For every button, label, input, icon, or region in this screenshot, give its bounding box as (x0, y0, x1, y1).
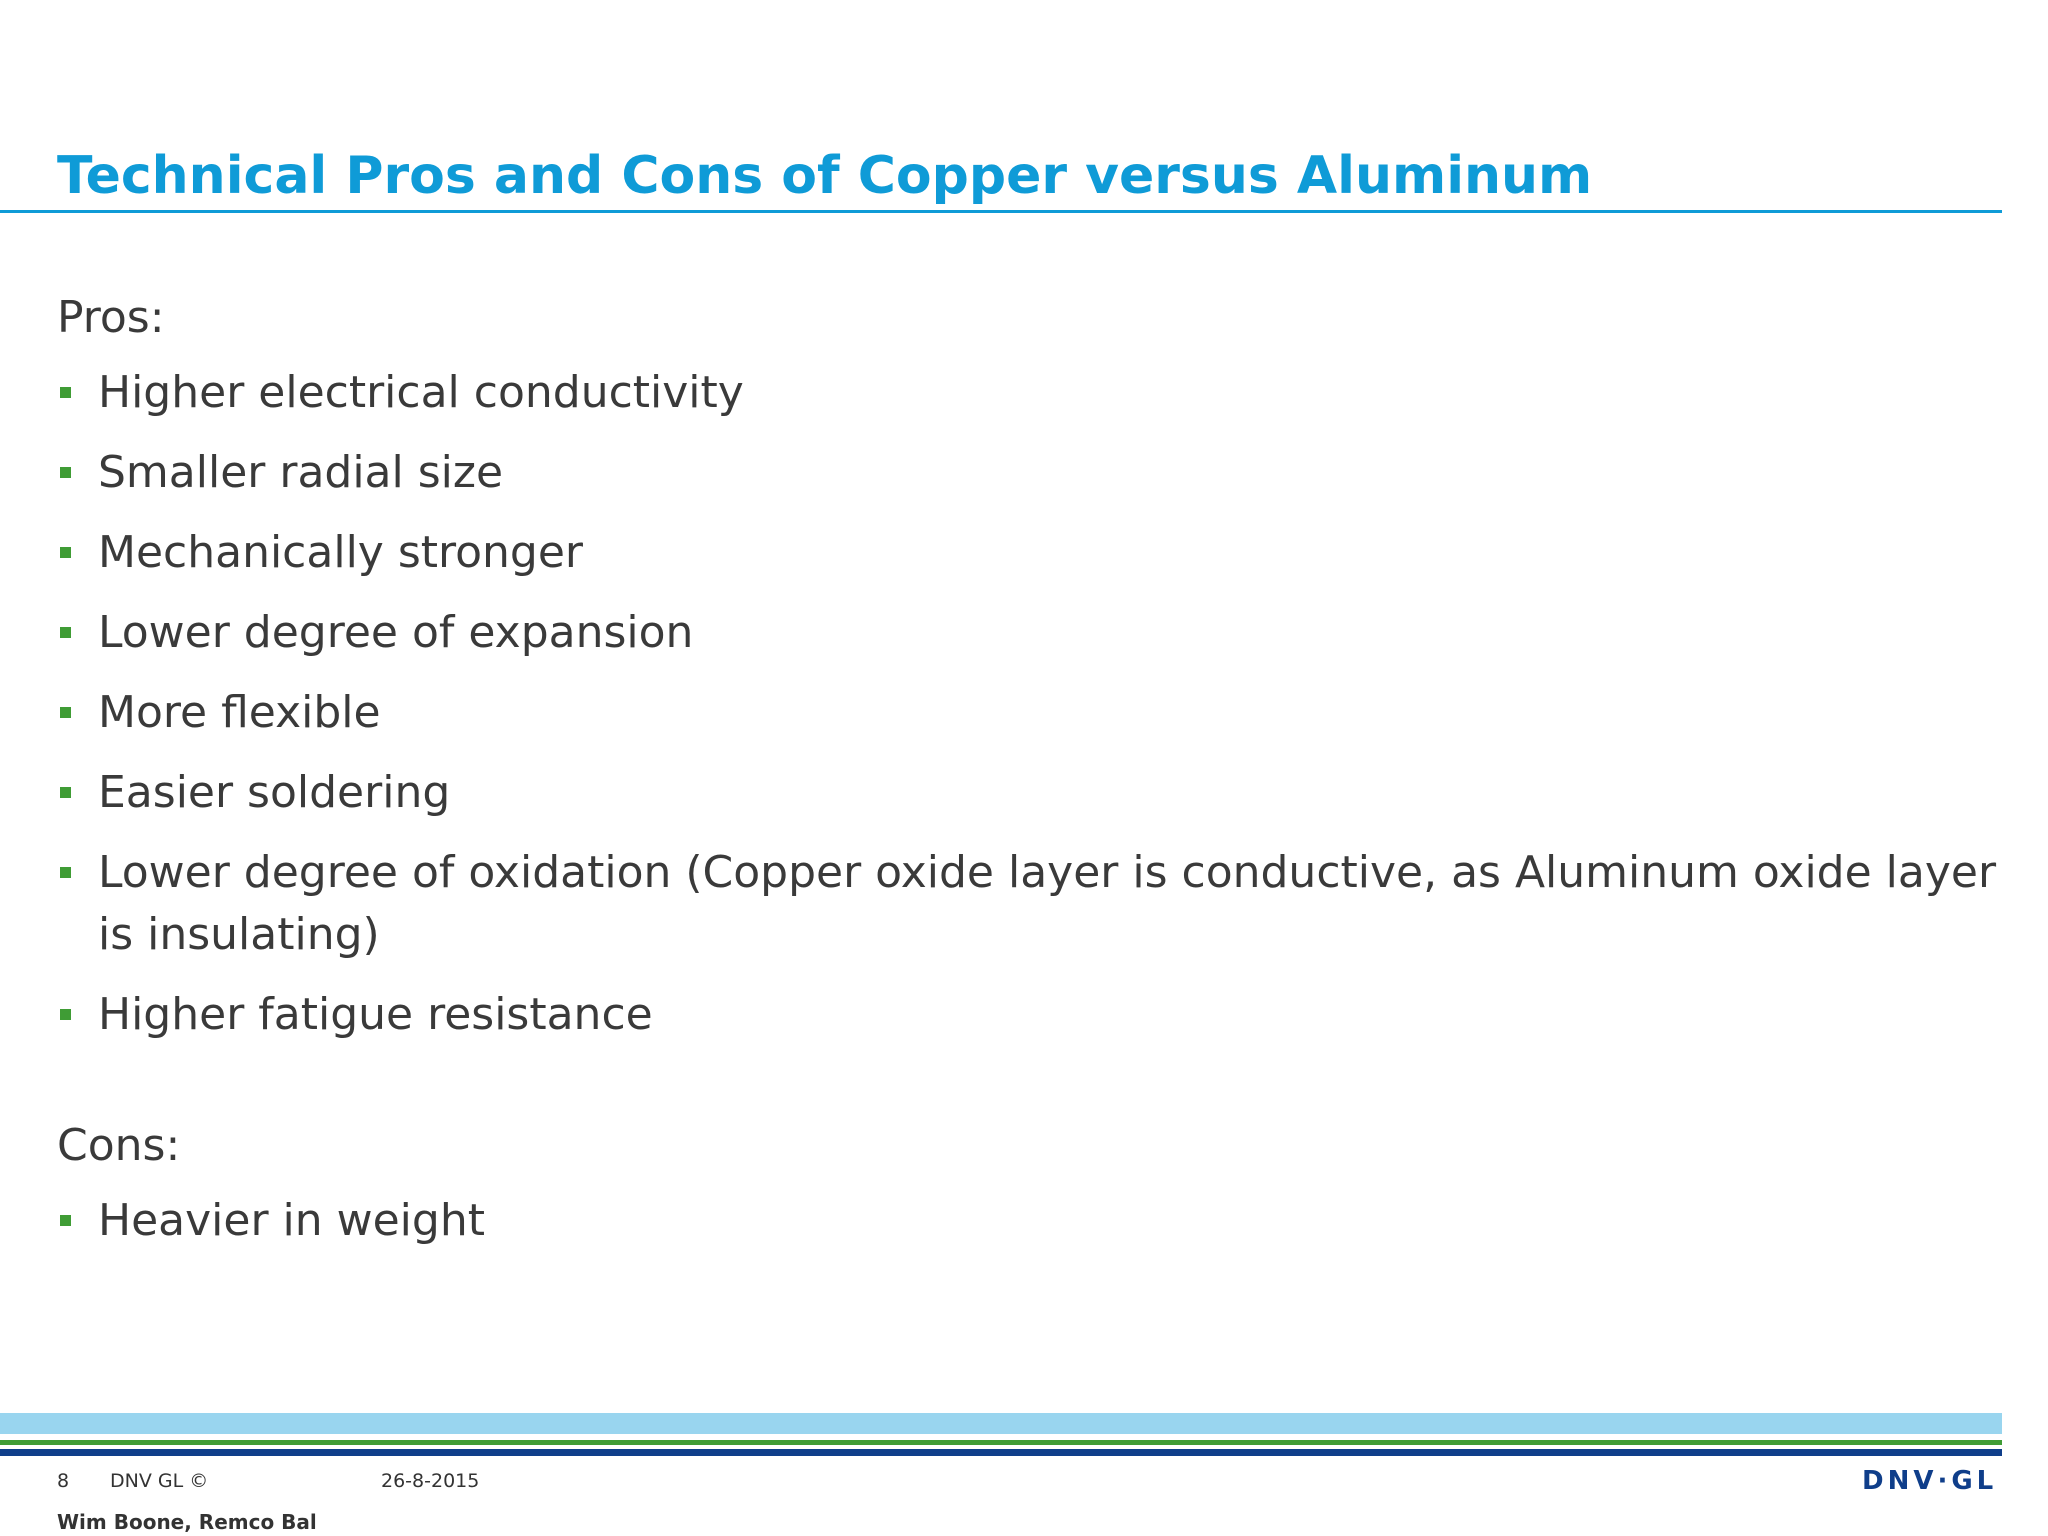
pros-item-text: Easier soldering (98, 767, 451, 818)
page-number: 8 (57, 1470, 70, 1492)
cons-list (57, 1190, 1997, 1252)
pros-item-text: Higher fatigue resistance (98, 989, 653, 1040)
pros-item-text: Lower degree of expansion (98, 607, 694, 658)
pros-item (57, 842, 1997, 966)
slide-content (57, 282, 1997, 1270)
pros-item-text: More flexible (98, 687, 381, 738)
footer-green-line (0, 1440, 2002, 1445)
footer-navy-line (0, 1449, 2002, 1456)
pros-item (57, 762, 1997, 824)
cons-item-text: Heavier in weight (98, 1195, 485, 1246)
pros-item (57, 602, 1997, 664)
square-bullet-icon (60, 627, 71, 638)
dnv-gl-logo: DNV·GL (1862, 1466, 1998, 1496)
slide-title: Technical Pros and Cons of Copper versus Aluminum (57, 146, 1593, 206)
pros-heading: Pros: (57, 292, 165, 343)
footer-light-blue-band (0, 1413, 2002, 1434)
pros-item (57, 522, 1997, 584)
square-bullet-icon (60, 1009, 71, 1020)
title-divider (0, 210, 2002, 213)
square-bullet-icon (60, 867, 71, 878)
pros-item-text: Higher electrical conductivity (98, 367, 744, 418)
pros-item (57, 362, 1997, 424)
pros-item-text: Smaller radial size (98, 447, 504, 498)
authors: Wim Boone, Remco Bal (57, 1510, 317, 1534)
square-bullet-icon (60, 787, 71, 798)
footer-date: 26-8-2015 (381, 1470, 480, 1492)
pros-item (57, 984, 1997, 1046)
square-bullet-icon (60, 387, 71, 398)
cons-heading: Cons: (57, 1120, 181, 1171)
square-bullet-icon (60, 547, 71, 558)
square-bullet-icon (60, 707, 71, 718)
square-bullet-icon (60, 1215, 71, 1226)
pros-item (57, 442, 1997, 504)
pros-list (57, 362, 1997, 1046)
copyright-text: DNV GL © (110, 1470, 209, 1492)
pros-item-text: Lower degree of oxidation (Copper oxide layer is conductive, as Aluminum oxide layer is insulating) (98, 847, 1997, 960)
cons-item (57, 1190, 1997, 1252)
pros-item-text: Mechanically stronger (98, 527, 584, 578)
square-bullet-icon (60, 467, 71, 478)
pros-item (57, 682, 1997, 744)
